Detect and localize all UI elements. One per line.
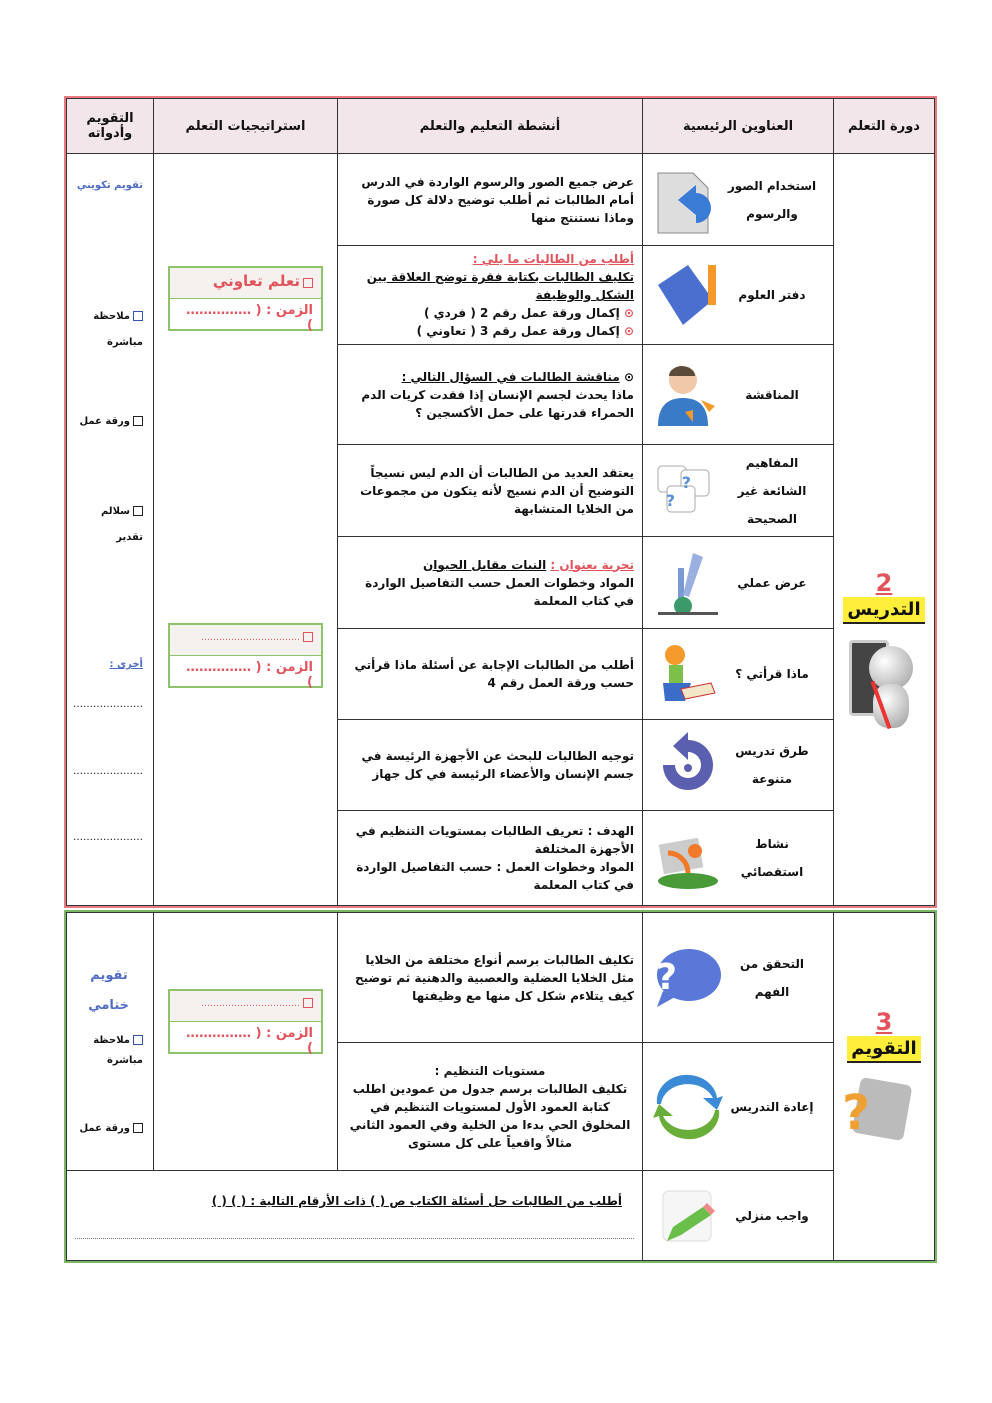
title-cell bbox=[643, 537, 834, 629]
title-cell bbox=[643, 445, 834, 537]
final-eval-label: تقويم ختامي bbox=[88, 968, 129, 1013]
formative-label: تقويم تكويني bbox=[76, 180, 143, 191]
strategy-input[interactable]: …………………………… bbox=[201, 999, 300, 1009]
eval-option: ورقة عمل bbox=[79, 1123, 130, 1134]
strategy-label: تعلم تعاوني bbox=[212, 272, 300, 290]
eval-blank[interactable]: ………………… bbox=[73, 699, 143, 710]
reading-child-icon bbox=[653, 639, 723, 709]
activity-text: تكليف الطالبات برسم أنواع مختلفة من الخلايا مثل الخلايا العضلية والعصبية والدهنية ثم توضيح كيف يتلاءم شكل كل منها مع وظيفتها bbox=[354, 952, 634, 1003]
header-strategies: استراتيجيات التعلم bbox=[154, 99, 338, 154]
strategy-box-blank bbox=[168, 623, 323, 688]
homework-cell bbox=[67, 1171, 643, 1261]
title-cell bbox=[643, 154, 834, 246]
activity-text: أطلب من الطالبات حل أسئلة الكتاب ص ( ) ذات الأرقام التالية : ( ) ( ) bbox=[211, 1194, 622, 1208]
activity-text: عرض جميع الصور والرسوم الواردة في الدرس أمام الطالبات ثم أطلب توضيح دلالة كل صورة وماذا نستنتج منها bbox=[361, 174, 634, 225]
document-arrow-icon bbox=[653, 165, 723, 235]
eval-option: ملاحظة مباشرة bbox=[93, 1035, 143, 1066]
discussion-person-icon bbox=[653, 360, 723, 430]
strategy-time[interactable]: الزمن : ( …………… ) bbox=[186, 660, 313, 690]
header-activities: أنشطة التعليم والتعلم bbox=[338, 99, 643, 154]
title-cell bbox=[643, 913, 834, 1043]
activity-text: يعتقد العديد من الطالبات أن الدم ليس نسيجاً التوضيح أن الدم نسيج لأنه يتكون من مجموعات من الخلايا المتشابهة bbox=[360, 465, 634, 516]
strategy-box-blank bbox=[168, 989, 323, 1054]
svg-text:?: ? bbox=[681, 472, 691, 492]
question-mark-board-icon bbox=[842, 1071, 916, 1143]
strategy-time[interactable]: الزمن : ( …………… ) bbox=[186, 1026, 313, 1056]
activity-text: ماذا يحدث لجسم الإنسان إذا فقدت كريات الدم الحمراء قدرتها على حمل الأكسجين ؟ bbox=[361, 387, 634, 420]
checkbox[interactable] bbox=[133, 1035, 143, 1045]
row-title: إعادة التدريس bbox=[730, 1099, 814, 1114]
checkbox[interactable] bbox=[133, 416, 143, 426]
activity-heading: مستويات التنظيم : bbox=[434, 1063, 546, 1078]
strategy-time[interactable]: الزمن : ( …………… ) bbox=[186, 303, 313, 333]
title-cell bbox=[643, 811, 834, 906]
title-cell bbox=[643, 345, 834, 445]
eval-option: ملاحظة مباشرة bbox=[93, 311, 143, 348]
activity-cell bbox=[338, 537, 643, 629]
svg-text:?: ? bbox=[842, 1085, 870, 1141]
checkbox[interactable] bbox=[133, 311, 143, 321]
eval-other-link[interactable]: أخرى : bbox=[109, 659, 143, 670]
rss-reader-icon bbox=[653, 823, 723, 893]
header-row bbox=[67, 99, 935, 154]
question-bubbles-icon bbox=[653, 456, 723, 526]
row-title: ماذا قرأتي ؟ bbox=[735, 667, 809, 681]
table-row bbox=[67, 154, 935, 246]
evaluation-table bbox=[66, 912, 935, 1261]
circular-arrow-icon bbox=[653, 730, 723, 800]
activity-heading: تجربة بعنوان : bbox=[550, 557, 634, 572]
table-row bbox=[67, 913, 935, 1043]
title-cell bbox=[643, 1171, 834, 1261]
stage-evaluation bbox=[834, 913, 935, 1261]
eval-blank[interactable]: ………………… bbox=[73, 832, 143, 843]
row-title: دفتر العلوم bbox=[738, 288, 806, 302]
stage-label: التقويم bbox=[847, 1036, 920, 1063]
activity-cell bbox=[338, 720, 643, 811]
title-cell bbox=[643, 246, 834, 345]
activity-heading: أطلب من الطالبات ما يلي : bbox=[472, 252, 634, 266]
svg-text:?: ? bbox=[665, 490, 675, 510]
strategy-box-coop bbox=[168, 266, 323, 331]
stage-teaching bbox=[834, 154, 935, 906]
notebook-pencil-icon bbox=[653, 260, 723, 330]
row-title: المناقشة bbox=[745, 387, 799, 402]
activity-text: تكليف الطالبات بكتابة فقرة توضح العلاقة بين الشكل والوظيفة bbox=[366, 270, 634, 302]
header-cycle: دورة التعلم bbox=[834, 99, 935, 154]
title-cell bbox=[643, 1043, 834, 1171]
activity-text: المواد وخطوات العمل : حسب التفاصيل الواردة في كتاب المعلمة bbox=[356, 860, 634, 892]
header-evaluation: التقويم وأدواته bbox=[67, 99, 154, 154]
row-title: التحقق من الفهم bbox=[739, 956, 805, 999]
checkbox[interactable] bbox=[303, 278, 313, 288]
homework-blank-line[interactable] bbox=[75, 1236, 634, 1239]
activity-text: تكليف الطالبات برسم جدول من عمودين اطلب كتابة العمود الأول لمستويات التنظيم في المخلوق الحي بدءا من الخلية وفي العمود الثاني مثالاً واقعياً على كل مستوى bbox=[349, 1081, 631, 1150]
activity-heading: مناقشة الطالبات في السؤال التالي : bbox=[401, 369, 620, 384]
activity-cell bbox=[338, 1043, 643, 1171]
activity-text: أطلب من الطالبات الإجابة عن أسئلة ماذا قرأتي حسب ورقة العمل رقم 4 bbox=[354, 658, 634, 690]
activity-cell bbox=[338, 629, 643, 720]
experiment-title: النبات مقابل الحيوان bbox=[423, 557, 547, 572]
row-title: نشاط استقصائي bbox=[740, 837, 804, 879]
stage-number: 3 bbox=[875, 1008, 893, 1036]
row-title: واجب منزلي bbox=[735, 1208, 809, 1223]
row-title: المفاهيم الشائعة غير الصحيحة bbox=[737, 455, 807, 526]
strategies-cell bbox=[154, 913, 338, 1171]
svg-text:?: ? bbox=[656, 956, 677, 998]
row-title: استخدام الصور والرسوم bbox=[727, 178, 817, 221]
eval-option: سلالم تقدير bbox=[100, 506, 143, 543]
activity-text: الهدف : تعريف الطالبات بمستويات التنظيم في الأجهزة المختلفة bbox=[355, 824, 634, 856]
evaluation-cell bbox=[67, 154, 154, 906]
strategies-cell bbox=[154, 154, 338, 906]
activity-cell bbox=[338, 913, 643, 1043]
checkbox[interactable] bbox=[303, 632, 313, 642]
row-title: عرض عملي bbox=[737, 575, 807, 590]
lab-experiment-icon bbox=[653, 548, 723, 618]
activity-cell: ⊙ مناقشة الطالبات في السؤال التالي : ماذا يحدث لجسم الإنسان إذا فقدت كريات الدم الحمراء قدرتها على حمل الأكسجين ؟ bbox=[338, 345, 643, 445]
activity-text: المواد وخطوات العمل حسب التفاصيل الواردة في كتاب المعلمة bbox=[365, 575, 634, 608]
eval-option: ورقة عمل bbox=[79, 416, 130, 427]
activity-cell bbox=[338, 445, 643, 537]
title-cell bbox=[643, 720, 834, 811]
refresh-arrows-icon bbox=[653, 1072, 723, 1142]
row-title: طرق تدريس متنوعة bbox=[735, 744, 809, 786]
activity-cell bbox=[338, 246, 643, 345]
activity-text: توجيه الطالبات للبحث عن الأجهزة الرئيسة في جسم الإنسان والأعضاء الرئيسة في كل جهاز bbox=[361, 749, 634, 781]
checkbox[interactable] bbox=[133, 506, 143, 516]
list-item: ⊙ إكمال ورقة عمل رقم 2 ( فردي ) bbox=[424, 306, 634, 320]
stage-number: 2 bbox=[875, 569, 893, 597]
evaluation-cell bbox=[67, 913, 154, 1171]
activity-cell bbox=[338, 811, 643, 906]
eval-blank[interactable]: ………………… bbox=[73, 766, 143, 777]
checkbox[interactable] bbox=[133, 1123, 143, 1133]
title-cell bbox=[643, 629, 834, 720]
stage-label: التدريس bbox=[843, 597, 924, 624]
strategy-input[interactable]: …………………………… bbox=[201, 633, 300, 643]
activity-cell bbox=[338, 154, 643, 246]
list-item: ⊙ إكمال ورقة عمل رقم 3 ( تعاوني ) bbox=[416, 324, 634, 338]
table-row bbox=[67, 1171, 935, 1261]
character-whiteboard-icon bbox=[849, 640, 919, 730]
checkbox[interactable] bbox=[303, 998, 313, 1008]
question-speech-icon bbox=[653, 943, 723, 1013]
header-titles: العناوين الرئيسية bbox=[643, 99, 834, 154]
teaching-table bbox=[66, 98, 935, 906]
pencil-paper-icon bbox=[653, 1181, 723, 1251]
